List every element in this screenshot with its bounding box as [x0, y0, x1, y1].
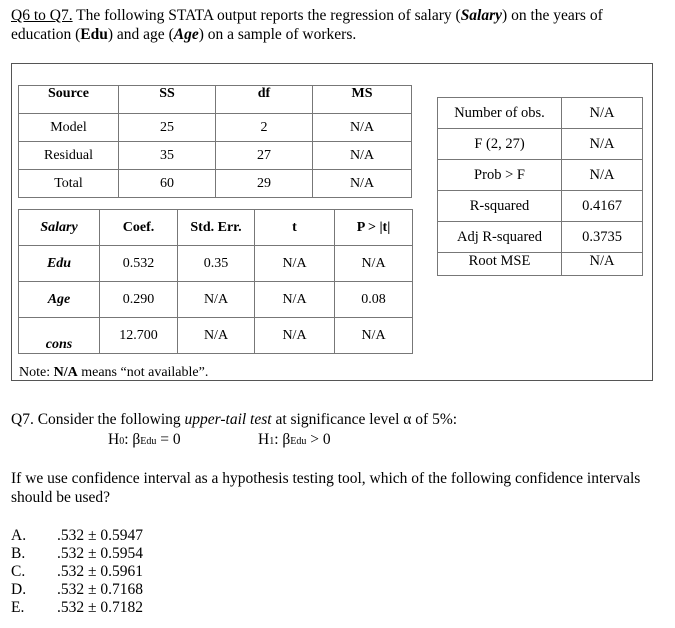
summary-row	[438, 222, 643, 253]
summary-value: 0.3735	[562, 222, 643, 253]
coef-header: P > |t|	[335, 210, 413, 246]
h1-subscript: 1	[269, 436, 275, 447]
anova-row	[19, 170, 412, 198]
answer-option[interactable]	[11, 581, 143, 599]
salary-var: Salary	[460, 7, 503, 24]
note-suffix: means “not available”.	[77, 365, 209, 380]
summary-label: R-squared	[438, 191, 562, 222]
coef-cell: N/A	[178, 282, 255, 318]
coef-header: t	[255, 210, 335, 246]
coef-cell: N/A	[255, 246, 335, 282]
summary-row	[438, 98, 643, 129]
answer-option[interactable]	[11, 545, 143, 563]
option-text: .532 ± 0.5954	[57, 545, 144, 562]
coef-cell: N/A	[255, 282, 335, 318]
h0-subscript: 0	[119, 436, 125, 447]
coef-var: Edu	[19, 246, 100, 282]
summary-value: N/A	[562, 98, 643, 129]
age-var: Age	[173, 26, 199, 43]
coef-row	[19, 282, 413, 318]
coef-cell: 0.08	[335, 282, 413, 318]
anova-header: Source	[19, 86, 119, 114]
anova-cell: 25	[119, 114, 216, 142]
anova-header: df	[216, 86, 313, 114]
h0-beta: : β	[124, 431, 141, 448]
answer-options	[11, 527, 143, 617]
anova-cell: Model	[19, 114, 119, 142]
h1-letter: H	[258, 431, 270, 448]
anova-cell: 2	[216, 114, 313, 142]
anova-cell: 29	[216, 170, 313, 198]
anova-row	[19, 114, 412, 142]
intro-text-2: ) on the years of education (	[11, 7, 603, 43]
answer-option[interactable]	[11, 563, 143, 581]
coef-cell: N/A	[335, 318, 413, 354]
summary-row	[438, 129, 643, 160]
summary-label: Number of obs.	[438, 98, 562, 129]
note-na: N/A	[53, 365, 78, 380]
anova-cell: Total	[19, 170, 119, 198]
coef-header: Std. Err.	[178, 210, 255, 246]
h1-beta-subscript: Edu	[290, 436, 307, 447]
h0-letter: H	[108, 431, 120, 448]
summary-value: N/A	[562, 129, 643, 160]
q7-question: If we use confidence interval as a hypothesis testing tool, which of the following confidence intervals should be used?	[11, 470, 641, 506]
coef-cell: 0.290	[100, 282, 178, 318]
anova-cell: N/A	[313, 170, 412, 198]
anova-cell: 60	[119, 170, 216, 198]
coef-row	[19, 318, 413, 354]
option-text: .532 ± 0.5961	[57, 563, 144, 580]
option-letter: D.	[11, 581, 27, 598]
coef-var: Age	[19, 282, 100, 318]
summary-label: Adj R-squared	[438, 222, 562, 253]
null-hypothesis	[108, 431, 181, 449]
anova-cell: N/A	[313, 142, 412, 170]
anova-header: SS	[119, 86, 216, 114]
summary-row	[438, 253, 643, 276]
option-text: .532 ± 0.7168	[57, 581, 144, 598]
note-prefix: Note:	[19, 365, 54, 380]
option-text: .532 ± 0.7182	[57, 599, 144, 616]
summary-value: N/A	[562, 160, 643, 191]
option-letter: A.	[11, 527, 27, 544]
option-letter: B.	[11, 545, 26, 562]
h0-beta-subscript: Edu	[140, 436, 157, 447]
anova-cell: 27	[216, 142, 313, 170]
anova-table	[18, 85, 412, 198]
coefficient-table	[18, 209, 413, 354]
answer-option[interactable]	[11, 527, 143, 545]
answer-option[interactable]	[11, 599, 143, 617]
summary-value: N/A	[562, 253, 643, 276]
coef-header: Salary	[19, 210, 100, 246]
coef-cell: 0.35	[178, 246, 255, 282]
question-label: Q6 to Q7.	[11, 7, 73, 24]
anova-row	[19, 142, 412, 170]
intro-text-3: ) and age (	[107, 26, 174, 43]
question-intro	[11, 6, 666, 44]
coef-header: Coef.	[100, 210, 178, 246]
option-text: .532 ± 0.5947	[57, 527, 144, 544]
option-letter: C.	[11, 563, 26, 580]
anova-header-row	[19, 86, 412, 114]
h1-relation: > 0	[306, 431, 331, 448]
q7-rest: at significance level α of 5%:	[271, 411, 458, 428]
anova-cell: Residual	[19, 142, 119, 170]
coef-cell: 12.700	[100, 318, 178, 354]
coef-cell: N/A	[335, 246, 413, 282]
coef-header-row	[19, 210, 413, 246]
anova-header: MS	[313, 86, 412, 114]
h1-beta: : β	[274, 431, 291, 448]
anova-cell: 35	[119, 142, 216, 170]
summary-row	[438, 160, 643, 191]
option-letter: E.	[11, 599, 25, 616]
summary-label: F (2, 27)	[438, 129, 562, 160]
intro-text-4: ) on a sample of workers.	[198, 26, 357, 43]
summary-label: Prob > F	[438, 160, 562, 191]
coef-cell: N/A	[255, 318, 335, 354]
q7-test-type: upper-tail test	[184, 411, 272, 428]
h0-relation: = 0	[156, 431, 181, 448]
intro-text-1: The following STATA output reports the regression of salary (	[72, 7, 461, 24]
coef-cell: N/A	[178, 318, 255, 354]
summary-row	[438, 191, 643, 222]
coef-var: cons	[19, 318, 100, 354]
anova-cell: N/A	[313, 114, 412, 142]
coef-row	[19, 246, 413, 282]
q7-prompt	[11, 411, 457, 429]
coef-cell: 0.532	[100, 246, 178, 282]
summary-table	[437, 97, 643, 276]
summary-label: Root MSE	[438, 253, 562, 276]
summary-value: 0.4167	[562, 191, 643, 222]
note	[19, 365, 208, 381]
alternative-hypothesis	[258, 431, 331, 449]
edu-var: Edu	[80, 26, 108, 43]
q7-label: Q7. Consider the following	[11, 411, 185, 428]
